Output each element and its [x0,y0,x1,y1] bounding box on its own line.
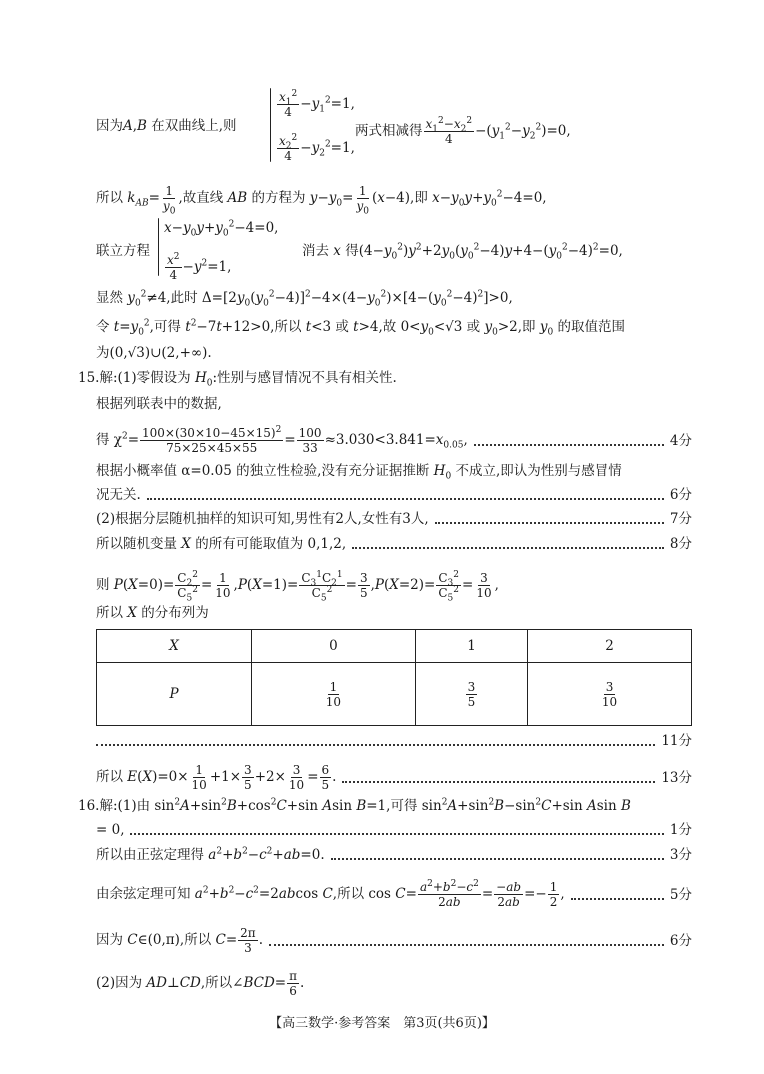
leader-dots [342,781,655,783]
q16-line5: (2)因为 AD⊥CD,所以∠BCD= $\frac{\pi}{6}$ . [96,969,305,998]
intro-line1-suffix: 两式相减得 $\frac{x_1^2-x_2^2}{4}$ $-(y_1^2-y_2^2)=0$, [355,116,571,146]
page-footer: 【高三数学·参考答案 第3页(共6页)】 [269,1016,495,1031]
score-label: 13分 [661,769,692,786]
leader-dots [474,444,664,446]
q16-line1-row [96,821,692,839]
score-label: 6分 [669,487,692,503]
q16-heading: 16.解:(1)由 $\sin^2A+\sin^2B+\cos^2C+\sin$ Asin B=1,可得 $\sin^2A+\sin^2B-\sin^2C+\sin$ Asin B [78,797,631,814]
table-cell: $\frac{1}{10}$ [252,663,416,726]
q16-line3: 由余弦定理可知 $a^2+b^2-c^2=2abcos$ C,所以 cos C= $\frac{a^2+b^2-c^2}{2ab}$ = $\frac{-ab}{2ab}$ =− $\frac{1}{2}$ , [96,879,565,909]
intro-line6: 为(0,√3)∪(2,+∞). [96,345,212,361]
q16-line2: 所以由正弦定理得 $a^2+b^2-c^2+ab=0$. [96,846,325,863]
table-cell: X [97,630,252,663]
q15-table-score-row [96,732,692,750]
q15-expectation: 所以 E(X)=0× $\frac{1}{10}$ +1× $\frac{3}{5}$ +2× $\frac{3}{10}$ = $\frac{6}{5}$ . [96,763,337,792]
q16-line4: 因为 C∈(0,π),所以 C= $\frac{2\pi}{3}$ . [96,926,263,955]
table-cell: 2 [528,630,692,663]
system1-eq1: $\frac{x_1^2}{4}$ $-y_1^2=1$, [279,89,355,119]
table-cell: $\frac{3}{5}$ [415,663,527,726]
table-cell: 0 [252,630,416,663]
q16-line2-row [96,846,692,864]
leader-dots [435,522,664,524]
table-cell: P [97,663,252,726]
q16-line1: = 0, [96,822,125,838]
q15-line3: 况无关. [96,487,141,503]
table-cell: 1 [415,630,527,663]
score-label: 3分 [669,847,692,863]
q15-line6: 所以 X 的分布列为 [96,605,209,621]
score-label: 1分 [669,822,692,838]
system2-eq2: $\frac{x^2}{4}$ $-y^2=1$, [167,252,232,282]
q15-line3-row [96,486,692,504]
score-label: 11分 [661,733,692,749]
leader-dots [331,858,664,860]
q15-line4-row [96,510,692,528]
q15-expectation-row [96,763,692,792]
intro-line5: 令 $t=y_0^2$,可得 $t^2-7t+12>0$,所以 t<3 或 t>4,故 $0<y_0<√3$ 或 $y_0>2$,即 $y_0$ 的取值范围 [96,318,625,338]
q15-line5-row [96,535,692,553]
intro-line3-prefix: 联立方程 [96,243,150,259]
leader-dots [352,547,664,549]
score-label: 6分 [669,932,692,949]
q15-line1: 根据列联表中的数据, [96,396,222,412]
score-label: 4分 [669,432,692,449]
intro-line1-prefix: 因为A,B 在双曲线上,则 [96,118,237,134]
intro-line4: 显然 $y_0^2\ne 4$,此时 $\Delta=[2y_0(y_0^2-4)]^2-4\times(4-y_0^2)\times[4-(y_0^2-4)^2]>0$, [96,289,513,309]
system-brace-1 [270,88,271,162]
leader-dots [147,498,664,500]
q15-probabilities: 则 P(X=0)= $\frac{C_2^2}{C_5^2}$ = $\frac{1}{10}$ ,P(X=1)= $\frac{C_3^1C_2^1}{C_5^2}$ = $\frac{3}{5}$ ,P(X=2)= $\frac{C_3^2}{C_5^2}$ = $\frac{3}{10}$ , [96,570,499,604]
distribution-table [96,629,692,726]
table-row [97,630,692,663]
leader-dots [130,833,663,835]
score-label: 7分 [669,511,692,527]
system1-eq2: $\frac{x_2^2}{4}$ $-y_2^2=1$, [279,133,355,163]
q16-line4-row [96,926,692,955]
q15-chi-expression: 得 $\chi^2=$ $\frac{100\times(30\times 10-45\times 15)^2}{75\times 25\times 45\times 55}$ = $\frac{100}{33}$ $\approx 3.030<3.841=x_{0.05}$, [96,425,468,455]
system2-eq1: $x-y_0y+y_0^2-4=0$, [164,219,279,239]
table-row [97,663,692,726]
q15-line5: 所以随机变量 X 的所有可能取值为 0,1,2, [96,536,347,552]
leader-dots [571,898,664,900]
table-cell: $\frac{3}{10}$ [528,663,692,726]
q15-line4: (2)根据分层随机抽样的知识可知,男性有2人,女性有3人, [96,511,429,527]
system-brace-2 [158,218,159,276]
q15-chi-row [96,426,692,455]
q16-line3-row [96,880,692,909]
leader-dots [96,744,655,746]
intro-line3-suffix: 消去 x 得$(4-y_0^2)y^2+2y_0(y_0^2-4)y+4-(y_0^2-4)^2=0$, [302,242,623,262]
q15-line2: 根据小概率值 α=0.05 的独立性检验,没有充分证据推断 $H_0$ 不成立,即认为性别与感冒情 [96,463,622,482]
score-label: 5分 [669,886,692,903]
intro-line2: 所以 $k_{AB}=$ $\frac{1}{y_0}$ ,故直线 AB 的方程为 $y-y_0=$ $\frac{1}{y_0}$ (x−4),即 $x-y_0y+y_0^2-4=0$, [96,184,547,217]
q15-heading: 15.解:(1)零假设为 $H_0$:性别与感冒情况不具有相关性. [78,370,397,389]
leader-dots [269,944,664,946]
score-label: 8分 [669,536,692,552]
